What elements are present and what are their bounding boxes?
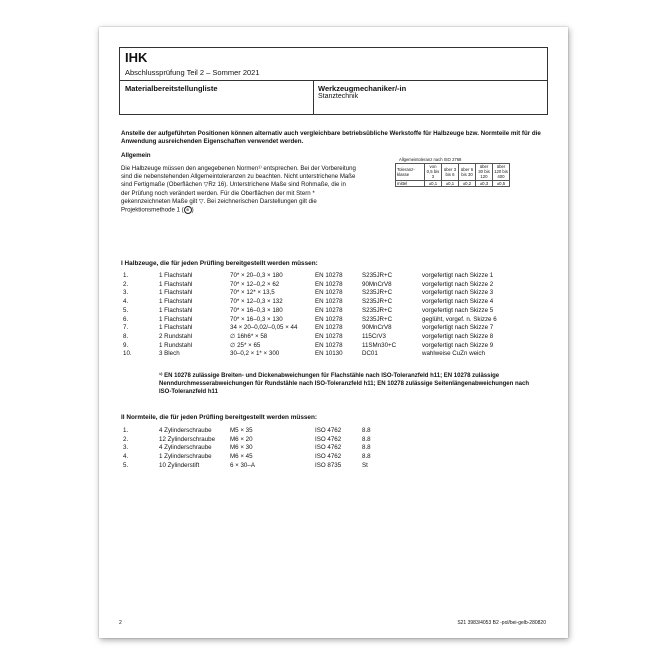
page-number: 2 [119,620,122,626]
cell-dim: 30–0,2 × 1* × 300 [230,350,280,358]
cell-norm: EN 10278 [315,289,343,297]
exam-title: Abschlussprüfung Teil 2 – Sommer 2021 [125,68,260,77]
cell-dim: ∅ 16h6* × 58 [230,332,268,340]
cell-dim: 70* × 12–0,3 × 132 [230,298,283,306]
cell-mat: 8.8 [362,435,371,443]
cell-norm: ISO 8735 [315,461,342,469]
cell-qty: 4 Zylinderschraube [159,427,212,434]
cell-mat: S235JR+C [362,298,393,306]
projection-symbol-icon: ⊕ [184,206,192,214]
general-heading: Allgemein [121,152,151,159]
table-row [99,298,568,306]
table-cell: ±0,1 [425,180,442,186]
cell-mat: 115CrV3 [362,332,386,340]
cell-norm: EN 10278 [315,298,343,306]
cell-no: 5. [123,461,129,469]
cell-mat: S235JR+C [362,272,393,279]
cell-norm: ISO 4762 [315,453,342,461]
cell-dim: 70* × 12–0,2 × 62 [230,280,280,288]
cell-norm: EN 10130 [315,350,343,358]
cell-dim: 70* × 16–0,3 × 130 [230,315,283,323]
cell-note: vorgefertigt nach Skizze 7 [422,324,494,332]
document-page [99,27,568,638]
cell-no: 7. [123,324,129,332]
cell-qty: 10 Zylinderstift [159,461,200,469]
cell-note: vorgefertigt nach Skizze 1 [422,272,494,279]
cell-mat: S235JR+C [362,315,393,323]
cell-mat: St [362,461,368,469]
table-cell: ±0,1 [442,180,459,186]
cell-note: vorgefertigt nach Skizze 4 [422,298,494,306]
cell-note: vorgefertigt nach Skizze 3 [422,289,494,297]
intro-text: Anstelle der aufgeführten Positionen können alternativ auch vergleichbare betriebsübliche Werkstoffe für Halbzeuge bzw. Normteile mit für die Anwendung ausreichenden Eigenschaften verwendet werden. [121,130,541,145]
cell-no: 2. [123,435,129,443]
footnote: ¹⁾ EN 10278 zulässige Breiten- und Dickenabweichungen für Flachstähle nach ISO-Toleranzfeld h11; EN 10278 zulässige Nenndurchmesserabweichungen für Rundstähle nach ISO-Toleranzfeld h11; EN 10278 zulässige Seitenlängenabweichungen nach ISO-Toleranzfeld h11 [159,373,529,395]
table-row [99,453,568,461]
cell-norm: EN 10278 [315,324,343,332]
table-row [99,333,568,341]
tolerance-table [395,163,510,187]
section2-heading: II Normteile, die für jeden Prüfling bereitgestellt werden müssen: [121,414,318,421]
cell-no: 4. [123,453,129,461]
cell-qty: 3 Blech [159,350,180,358]
cell-no: 1. [123,427,129,434]
cell-note: wahlweise CuZn weich [422,350,485,358]
cell-no: 10. [123,350,132,358]
cell-no: 9. [123,341,129,349]
tolerance-table-title: Allgemeintoleranz nach ISO 2768 [399,157,462,162]
cell-no: 4. [123,298,129,306]
cell-no: 2. [123,280,129,288]
cell-qty: 1 Flachstahl [159,272,193,279]
cell-mat: 90MnCrV8 [362,324,392,332]
table-row [99,272,568,280]
cell-mat: S235JR+C [362,306,393,314]
cell-note: vorgefertigt nach Skizze 8 [422,332,494,340]
header-box [119,47,548,115]
table-row [99,350,568,358]
cell-dim: 70* × 20–0,3 × 180 [230,272,283,279]
cell-dim: 70* × 12* × 13,5 [230,289,275,297]
cell-norm: EN 10278 [315,315,343,323]
cell-qty: 1 Flachstahl [159,324,193,332]
cell-norm: ISO 4762 [315,435,342,443]
cell-dim: M6 × 20 [230,435,253,443]
cell-norm: EN 10278 [315,341,343,349]
cell-mat: 90MnCrV8 [362,280,392,288]
cell-norm: EN 10278 [315,332,343,340]
cell-qty: 12 Zylinderschraube [159,435,216,443]
cell-no: 1. [123,272,129,279]
cell-qty: 1 Zylinderschraube [159,453,212,461]
cell-norm: EN 10278 [315,280,343,288]
table-cell: ±0,3 [476,180,493,186]
general-text: Die Halbzeuge müssen den angegebenen Normen¹⁾ entsprechen. Bei der Vorbereitung sind die nebenstehenden Allgemeintoleranzen zu beachten. Nicht unterstrichene Maße sind Fertigmaße (Oberflächen ▽Rz 16). Unterstrichene Maße sind Rohmaße, die in der Prüfung noch verändert werden. Für die Oberflächen der mit Stern * gekennzeichneten Maße gilt ▽. Bei zeichnerischen Darstellungen gilt die Projektionsmethode 1 ( ⊕ ) [121,165,356,214]
cell-norm: EN 10278 [315,306,343,314]
cell-note: vorgefertigt nach Skizze 5 [422,306,494,314]
divider [120,80,547,81]
cell-dim: M5 × 35 [230,427,253,434]
cell-mat: 8.8 [362,453,371,461]
table-cell: über 6 bis 30 [459,164,476,181]
table-cell: über 3 bis 6 [442,164,459,181]
table-cell: über 30 bis 120 [476,164,493,181]
org-logo-text: IHK [125,50,148,65]
table-row [99,281,568,289]
cell-qty: 1 Flachstahl [159,306,193,314]
cell-norm: EN 10278 [315,272,343,279]
cell-dim: ∅ 25* × 65 [230,341,261,349]
cell-no: 6. [123,315,129,323]
table-row [99,316,568,324]
cell-mat: S235JR+C [362,289,393,297]
table-row [99,444,568,452]
cell-dim: 34 × 20–0,02/–0,05 × 44 [230,324,298,332]
table-row [99,436,568,444]
table-cell: mittel [396,180,425,186]
table-row [99,427,568,435]
cell-note: vorgefertigt nach Skizze 9 [422,341,494,349]
cell-mat: 8.8 [362,427,371,434]
cell-dim: 70* × 16–0,3 × 180 [230,306,283,314]
table-cell: von 0,5 bis 3 [425,164,442,181]
list-title: Materialbereitstellungliste [125,84,218,93]
table-cell: ±0,2 [459,180,476,186]
cell-no: 5. [123,306,129,314]
cell-mat: 11SMn30+C [362,341,397,349]
job-title: Werkzeugmechaniker/-in [318,84,407,93]
table-row [99,289,568,297]
cell-dim: M6 × 45 [230,453,253,461]
cell-no: 8. [123,332,129,340]
cell-qty: 1 Rundstahl [159,341,193,349]
table-row [99,324,568,332]
document-code: S21 3983/4053 B2 -pol/bei-gelb-280820 [457,620,546,626]
section1-heading: I Halbzeuge, die für jeden Prüfling bereitgestellt werden müssen: [121,260,318,267]
cell-mat: DC01 [362,350,378,358]
cell-qty: 1 Flachstahl [159,280,193,288]
cell-note: vorgefertigt nach Skizze 2 [422,280,494,288]
cell-norm: ISO 4762 [315,427,342,434]
table-row [99,307,568,315]
table-row [99,342,568,350]
cell-qty: 2 Rundstahl [159,332,193,340]
cell-dim: M6 × 30 [230,444,253,452]
cell-qty: 1 Flachstahl [159,298,193,306]
table-cell: Toleranz-klasse [396,164,425,181]
table-row [99,462,568,470]
cell-qty: 1 Flachstahl [159,315,193,323]
cell-mat: 8.8 [362,444,371,452]
job-subtitle: Stanztechnik [318,93,359,100]
cell-norm: ISO 4762 [315,444,342,452]
cell-no: 3. [123,289,129,297]
cell-no: 3. [123,444,129,452]
cell-dim: 6 × 30–A [230,461,255,469]
table-cell: über 120 bis 400 [494,164,508,180]
cell-qty: 4 Zylinderschraube [159,444,212,452]
cell-note: geglüht, vorgef. n. Skizze 6 [422,315,497,323]
cell-qty: 1 Flachstahl [159,289,193,297]
table-cell: ±0,5 [493,180,510,186]
divider [313,80,314,114]
